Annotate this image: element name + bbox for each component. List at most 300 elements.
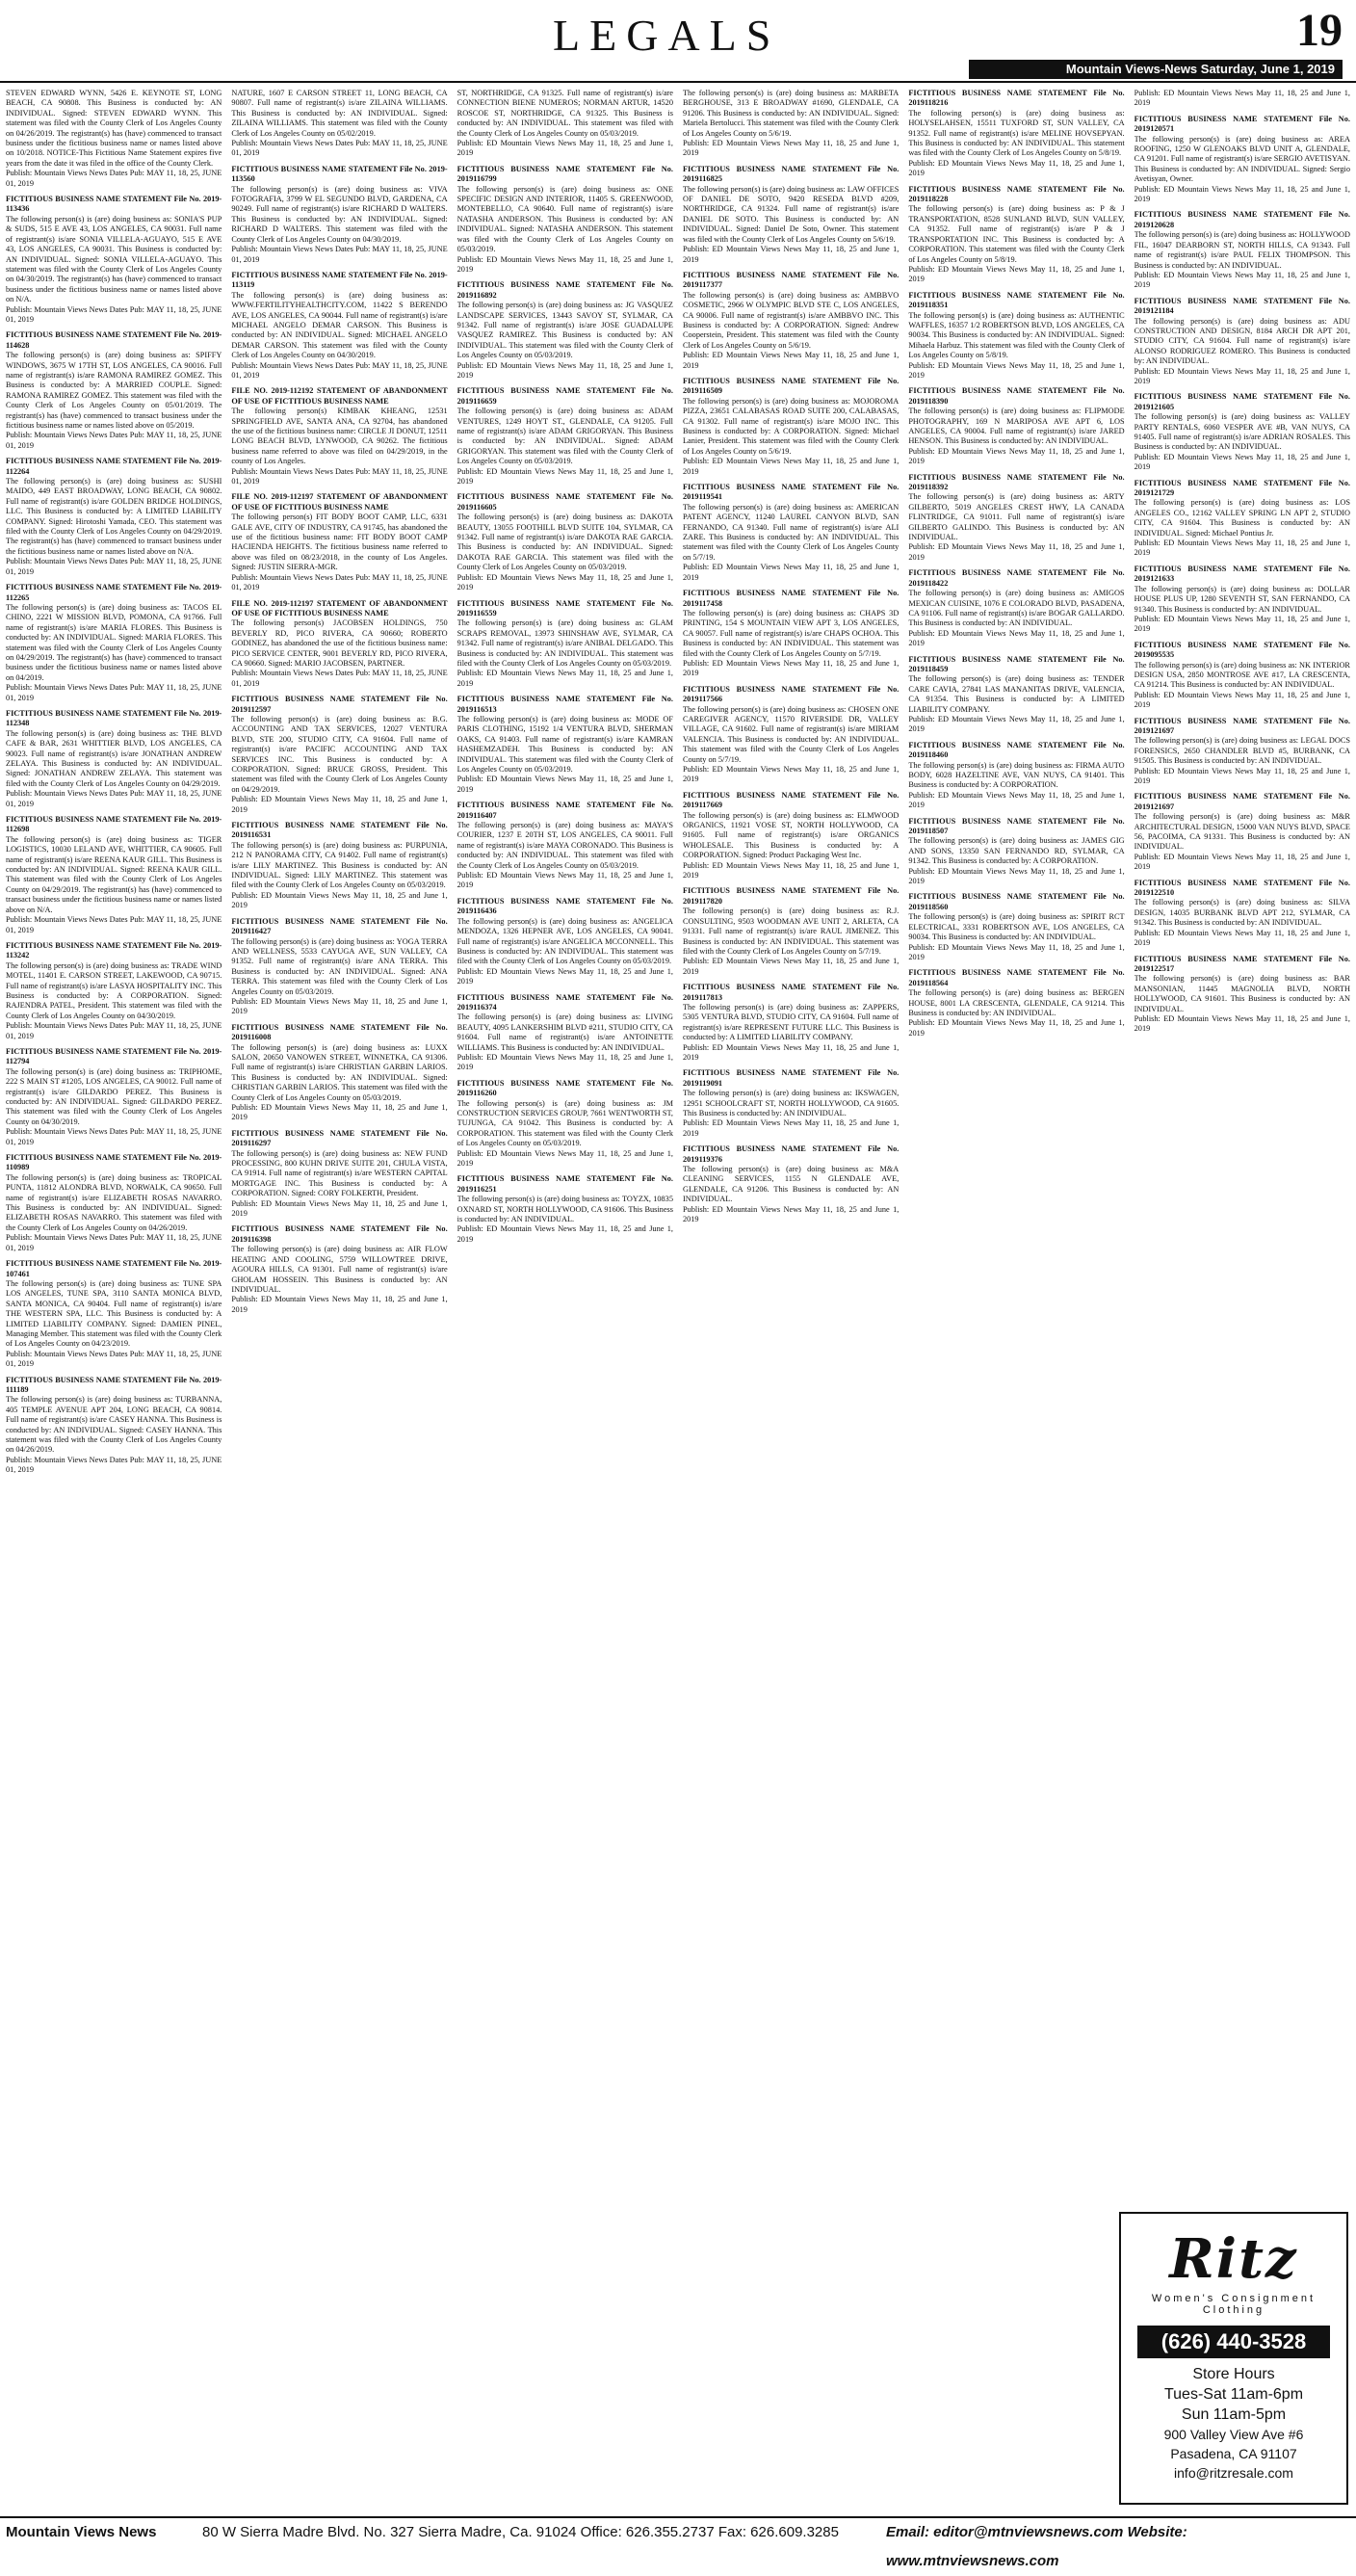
- notice-body: The following person(s) is (are) doing business as: SONIA'S PUP & SUDS, 515 E AVE 43, LOS ANGELES, CA 90031. Full name of registrant(s) is/are SONIA VILLELA-AGUAYO, 515 E AVE 43, LOS ANGELES, CA 90031. This Business is conducted by: AN INDIVIDUAL. Signed: SONIA VILLELA-AGUAYO. This statement was filed with the County Clerk of Los Angeles County on 04/30/2019. The registrant(s) has (have) commenced to transact business under the fictitious business name or names listed above on N/A.: [6, 214, 222, 304]
- notice-title: FICTITIOUS BUSINESS NAME STATEMENT File No. 2019116427: [231, 916, 448, 936]
- legal-notice: [457, 386, 673, 486]
- notice-title: FICTITIOUS BUSINESS NAME STATEMENT File No. 2019116605: [456, 492, 673, 512]
- legal-notice: [1134, 297, 1350, 387]
- notice-title: FICTITIOUS BUSINESS NAME STATEMENT File No. 2019-110989: [6, 1153, 222, 1172]
- notice-pub: Publish: ED Mountain Views News May 11, 18, 25 and June 1, 2019: [1134, 614, 1350, 634]
- notice-title: FICTITIOUS BUSINESS NAME STATEMENT File No. 2019-113119: [231, 270, 448, 290]
- notice-pub: Publish: ED Mountain Views News May 11, 18, 25 and June 1, 2019: [908, 866, 1125, 886]
- legal-notice: [908, 568, 1124, 648]
- ritz-consignment-advertisement: [1119, 2212, 1348, 2505]
- notice-title: FICTITIOUS BUSINESS NAME STATEMENT File No. 2019121633: [1134, 564, 1350, 584]
- legal-notice: [908, 892, 1124, 962]
- notice-pub: Publish: ED Mountain Views News May 11, 18, 25 and June 1, 2019: [908, 542, 1125, 562]
- ad-address-line-1: 900 Valley View Ave #6: [1163, 2427, 1304, 2442]
- notice-title: FICTITIOUS BUSINESS NAME STATEMENT File No. 2019119376: [682, 1144, 900, 1164]
- footer-contact[interactable]: Email: editor@mtnviewsnews.com Website: www.mtnviewsnews.com: [886, 2524, 1187, 2569]
- legal-notice: [231, 821, 447, 911]
- notice-title: FICTITIOUS BUSINESS NAME STATEMENT File No. 2019117820: [682, 886, 900, 906]
- notice-title: FICTITIOUS BUSINESS NAME STATEMENT File No. 2019116799: [456, 164, 673, 184]
- notice-pub: Publish: ED Mountain Views News May 11, 18, 25 and June 1, 2019: [908, 790, 1125, 810]
- notice-pub: Publish: Mountain Views News Dates Pub: MAY 11, 18, 25, JUNE 01, 2019: [6, 789, 222, 808]
- notice-title: FICTITIOUS BUSINESS NAME STATEMENT File No. 2019119541: [682, 483, 900, 502]
- notice-body: The following person(s) is (are) doing business as: LAW OFFICES OF DANIEL DE SOTO, 9420 RESEDA BLVD #209, NORTHRIDGE, CA 91324. Full name of registrant(s) is/are DANIEL DE SOTO. This Business is conducted by: AN INDIVIDUAL. Signed: Daniel De Soto, Owner. This statement was filed with the County Clerk of Los Angeles County on 5/6/19.: [682, 184, 900, 244]
- notice-title: FICTITIOUS BUSINESS NAME STATEMENT File No. 2019116374: [456, 992, 673, 1012]
- legal-notice: [683, 89, 899, 159]
- notice-body: The following person(s) is (are) doing business as: ADU CONSTRUCTION AND DESIGN, 8184 ARCH DR APT 201, STUDIO CITY, CA 91604. Full name of registrant(s) is/are ALONSO RODRIGUEZ ROMERO. This Business is conducted by: AN INDIVIDUAL.: [1134, 316, 1350, 366]
- notice-pub: Publish: ED Mountain Views News May 11, 18, 25 and June 1, 2019: [231, 1295, 448, 1314]
- notice-title: FICTITIOUS BUSINESS NAME STATEMENT File No. 2019112597: [231, 695, 448, 714]
- notice-body: The following person(s) is (are) doing business as: LUXX SALON, 20650 VANOWEN STREET, WINNETKA, CA 91306. Full name of registrant(s) is/are CHRISTIAN GARBIN LARIOS. This Business is conducted by: AN INDIVIDUAL. Signed: CHRISTIAN GARBIN LARIOS. This statement was filed with the County Clerk of Los Angeles County on 05/03/2019.: [231, 1042, 448, 1102]
- notice-body: The following person(s) is (are) doing business as: ZAPPERS, 5305 VENTURA BLVD, STUDIO CITY, CA 91604. Full name of registrant(s) is/are REPRESENT FUTURE LLC. This Business is conducted by: A LIMITED LIABILITY COMPANY.: [682, 1002, 900, 1042]
- column-4: [683, 89, 899, 2511]
- notice-body: The following person(s) is (are) doing business as: HOLYSELAHSEN, 15511 TUXFORD ST, SUN VALLEY, CA 91352. Full name of registrant(s) is/are MELINE HOVSEPYAN. This Business is conducted by: AN INDIVIDUAL. This statement was filed with the County Clerk of Los Angeles County on 5/8/19.: [908, 108, 1125, 158]
- notice-body: The following person(s) is (are) doing business as: MAYA'S COURIER, 1237 E 20TH ST, LOS ANGELES, CA 90011. Full name of registrant(s) is/are MAYA CORONADO. This Business is conducted by: AN INDIVIDUAL. This statement was filed with the County Clerk of Los Angeles County on 05/03/2019.: [456, 821, 673, 870]
- notice-title: FILE NO. 2019-112197 STATEMENT OF ABANDONMENT OF USE OF FICTITIOUS BUSINESS NAME: [231, 598, 448, 618]
- footer-publication: Mountain Views News: [6, 2524, 157, 2540]
- legal-notice: [231, 386, 447, 486]
- notice-body: The following person(s) is (are) doing business as: TENDER CARE CAVIA, 27841 LAS MANANITAS DRIVE, VALENCIA, CA 91354. This Business is conducted by: A LIMITED LIABILITY COMPANY.: [908, 674, 1125, 714]
- notice-title: FICTITIOUS BUSINESS NAME STATEMENT File No. 2019116509: [682, 376, 900, 396]
- notice-body: The following person(s) is (are) doing business as: FIRMA AUTO BODY, 6028 HAZELTINE AVE, VAN NUYS, CA 91401. This Business is conducted by: A CORPORATION.: [908, 760, 1125, 790]
- notice-body: The following person(s) is (are) doing business as: GLAM SCRAPS REMOVAL, 13973 SHINSHAW AVE, SYLMAR, CA 91342. Full name of registrant(s) is/are ANIBAL DELGADO. This Business is conducted by: AN INDIVIDUAL. This statement was filed with the County Clerk of Los Angeles County on 05/03/2019.: [456, 618, 673, 668]
- legal-notice: [6, 330, 222, 451]
- legal-notice: [683, 1068, 899, 1139]
- legal-notice: [683, 685, 899, 785]
- notice-body: The following person(s) is (are) doing business as: DAKOTA BEAUTY, 13055 FOOTHILL BLVD SUITE 104, SYLMAR, CA 91342. Full name of registrant(s) is/are DAKOTA RAE GARCIA. This Business is conducted by: AN INDIVIDUAL. Signed: DAKOTA RAE GARCIA. This statement was filed with the County Clerk of Los Angeles County on 05/03/2019.: [456, 513, 673, 572]
- legal-notice: [683, 483, 899, 583]
- notice-title: FICTITIOUS BUSINESS NAME STATEMENT File No. 2019-114628: [6, 330, 222, 350]
- notice-body: The following person(s) is (are) doing business as: DOLLAR HOUSE PLUS UP, 1280 SEVENTH ST, SAN FERNANDO, CA 91340. This Business is conducted by: AN INDIVIDUAL.: [1134, 584, 1350, 614]
- notice-body: The following person(s) is (are) doing business as: JG VASQUEZ LANDSCAPE SERVICES, 13443 SAVOY ST, SYLMAR, CA 91342. Full name of registrant(s) is/are JOSE GUADALUPE VASQUEZ RAMIREZ. This Business is conducted by: AN INDIVIDUAL. This statement was filed with the County Clerk of Los Angeles County on 05/03/2019.: [456, 301, 673, 360]
- notice-pub: Publish: Mountain Views News Dates Pub: MAY 11, 18, 25, JUNE 01, 2019: [6, 683, 222, 702]
- notice-pub: Publish: ED Mountain Views News May 11, 18, 25 and June 1, 2019: [682, 957, 900, 976]
- notice-body: The following person(s) is (are) doing business as: TUNE SPA LOS ANGELES, TUNE SPA, 3110 SANTA MONICA BLVD, SANTA MONICA, CA 90404. Full name of registrant(s) is/are THE WESTERN SPA, LLC. This Business is conducted by: A LIMITED LIABILITY COMPANY. Signed: DAMIEN PINEL, Managing Member. This statement was filed with the County Clerk of Los Angeles County on 04/23/2019.: [6, 1278, 222, 1349]
- notice-pub: Publish: ED Mountain Views News May 11, 18, 25 and June 1, 2019: [231, 890, 448, 910]
- notice-body: The following person(s) is (are) doing business as: IKSWAGEN, 12951 SCHOOLCRAFT ST, NORTH HOLLYWOOD, CA 91605. This Business is conducted by: AN INDIVIDUAL.: [682, 1089, 900, 1117]
- notice-pub: Publish: ED Mountain Views News May 11, 18, 25 and June 1, 2019: [456, 966, 673, 986]
- notice-body: The following person(s) is (are) doing business as: ELMWOOD ORGANICS, 11921 VOSE ST, NORTH HOLLYWOOD, CA 91605. Full name of registrant(s) is/are ORGANICS WHOLESALE. This Business is conducted by: A CORPORATION. Signed: Product Packaging West Inc.: [682, 810, 900, 860]
- notice-title: FICTITIOUS BUSINESS NAME STATEMENT File No. 2019-113242: [6, 940, 222, 960]
- notice-pub: Publish: ED Mountain Views News May 11, 18, 25 and June 1, 2019: [1134, 852, 1350, 872]
- legal-notice: [1134, 641, 1350, 711]
- notice-body: The following person(s) FIT BODY BOOT CAMP, LLC, 6331 GALE AVE, CITY OF INDUSTRY, CA 91745, has abandoned the use of the fictitious business name: FIT BODY BOOT CAMP HACIENDA HEIGHTS. The fictitious business name referred to above was filed on 08/23/2018, in the county of Los Angeles. Signed: JUSTIN SIERRA-MGR.: [231, 513, 448, 572]
- notice-pub: Publish: ED Mountain Views News May 11, 18, 25 and June 1, 2019: [1134, 452, 1350, 472]
- notice-pub: Publish: ED Mountain Views News May 11, 18, 25 and June 1, 2019: [456, 775, 673, 794]
- notice-body: The following person(s) is (are) doing business as: PURPUNIA, 212 N PANORAMA CITY, CA 91402. Full name of registrant(s) is/are LILY MARTINEZ. This Business is conducted by: AN INDIVIDUAL. Signed: LILY MARTINEZ. This statement was filed with the County Clerk of Los Angeles County on 05/03/2019.: [231, 840, 448, 890]
- legal-notices-columns: [6, 89, 1350, 2511]
- column-2: [231, 89, 447, 2511]
- notice-body: The following person(s) is (are) doing business as: ANGELICA MENDOZA, 1326 HEPNER AVE, LOS ANGELES, CA 90041. Full name of registrant(s) is/are ANGELICA MCCONNELL. This Business is conducted by: AN INDIVIDUAL. This statement was filed with the County Clerk of Los Angeles County on 05/03/2019.: [456, 916, 673, 966]
- notice-pub: Publish: ED Mountain Views News May 11, 18, 25 and June 1, 2019: [456, 1148, 673, 1169]
- legal-notice: [1134, 879, 1350, 949]
- legal-notice: [683, 983, 899, 1063]
- notice-title: FICTITIOUS BUSINESS NAME STATEMENT File No. 2019121184: [1134, 296, 1350, 316]
- notice-body: The following person(s) is (are) doing business as: JM CONSTRUCTION SERVICES GROUP, 7661 WENTWORTH ST, TUJUNGA, CA 91042. This Business is conducted by: A CORPORATION. This statement was filed with the County Clerk of Los Angeles County on 05/03/2019.: [456, 1098, 673, 1148]
- notice-title: FICTITIOUS BUSINESS NAME STATEMENT File No. 2019116559: [456, 598, 673, 618]
- page-footer: [0, 2516, 1356, 2569]
- notice-body: The following person(s) is (are) doing business as: YOGA TERRA AND WELLNESS, 5533 CAYUGA AVE, SUN VALLEY, CA 91352. Full name of registrant(s) is/are ANA TERRA. This Business is conducted by: AN INDIVIDUAL. Signed: ANA TERRA. This statement was filed with the County Clerk of Los Angeles County on 05/03/2019.: [231, 936, 448, 996]
- notice-pub: Publish: Mountain Views News Dates Pub: MAY 11, 18, 25, JUNE 01, 2019: [6, 1021, 222, 1040]
- notice-body: The following person(s) is (are) doing business as: JAMES GIG AND SONS, 13350 SAN FERNANDO RD, SYLMAR, CA 91342. This Business is conducted by: A CORPORATION.: [908, 836, 1125, 866]
- notice-body: The following person(s) is (are) doing business as: TOYZX, 10835 OXNARD ST, NORTH HOLLYWOOD, CA 91606. This Business is conducted by: AN INDIVIDUAL.: [456, 1195, 673, 1224]
- notice-body: The following person(s) is (are) doing business as: MODE OF PARIS CLOTHING, 15192 1/4 VENTURA BLVD, SHERMAN OAKS, CA 91403. Full name of registrant(s) is/are KAMRAN HASHEMZADEH. This Business is conducted by: AN INDIVIDUAL. This statement was filed with the County Clerk of Los Angeles County on 05/03/2019.: [456, 714, 673, 774]
- notice-pub: Publish: ED Mountain Views News May 11, 18, 25 and June 1, 2019: [908, 714, 1125, 734]
- notice-pub: Publish: Mountain Views News Dates Pub: MAY 11, 18, 25, JUNE 01, 2019: [6, 1349, 222, 1369]
- notice-body: The following person(s) is (are) doing business as: VALLEY PARTY RENTALS, 6060 VESPER AVE #B, VAN NUYS, CA 91405. Full name of registrant(s) is/are ADRIAN ROSALES. This Business is conducted by: AN INDIVIDUAL.: [1134, 412, 1350, 452]
- notice-pub: Publish: ED Mountain Views News May 11, 18, 25 and June 1, 2019: [456, 139, 673, 158]
- notice-title: FILE NO. 2019-112192 STATEMENT OF ABANDONMENT OF USE OF FICTITIOUS BUSINESS NAME: [231, 386, 448, 406]
- notice-body: The following person(s) is (are) doing business as: AMIGOS MEXICAN CUISINE, 1076 E COLORADO BLVD, PASADENA, CA 91106. Full name of registrant(s) is/are BOGAR GALLARDO. This Business is conducted by: AN INDIVIDUAL.: [908, 589, 1125, 628]
- dateline-banner: Mountain Views-News Saturday, June 1, 2019: [969, 60, 1343, 79]
- ad-hours-label: Store Hours: [1192, 2366, 1275, 2382]
- notice-pub: Publish: ED Mountain Views News May 11, 18, 25 and June 1, 2019: [231, 1103, 448, 1122]
- notice-pub: Publish: Mountain Views News Dates Pub: MAY 11, 18, 25, JUNE 01, 2019: [6, 1233, 222, 1252]
- notice-title: FICTITIOUS BUSINESS NAME STATEMENT File No. 2019118460: [908, 740, 1125, 760]
- notice-title: FICTITIOUS BUSINESS NAME STATEMENT File No. 2019116892: [456, 280, 673, 300]
- notice-body: The following person(s) is (are) doing business as: CHAPS 3D PRINTING, 154 S MOUNTAIN VIEW APT 3, LOS ANGELES, CA 90057. Full name of registrant(s) is/are CHAPS OCHOA. This Business is conducted by: AN INDIVIDUAL. This statement was filed with the County Clerk of Los Angeles County on 5/7/19.: [682, 608, 900, 658]
- legal-notice: [908, 291, 1124, 381]
- notice-title: FICTITIOUS BUSINESS NAME STATEMENT File No. 2019118351: [908, 290, 1125, 310]
- notice-pub: Publish: ED Mountain Views News May 11, 18, 25 and June 1, 2019: [1134, 928, 1350, 948]
- notice-pub: Publish: ED Mountain Views News May 11, 18, 25 and June 1, 2019: [456, 466, 673, 486]
- notice-pub: Publish: ED Mountain Views News May 11, 18, 25 and June 1, 2019: [456, 254, 673, 274]
- notice-pub: Publish: ED Mountain Views News May 11, 18, 25 and June 1, 2019: [682, 245, 900, 264]
- notice-body: The following person(s) is (are) doing business as: SILVA DESIGN, 14035 BURBANK BLVD APT 212, SYLMAR, CA 91342. This Business is conducted by: AN INDIVIDUAL.: [1134, 898, 1350, 928]
- notice-body: The following person(s) is (are) doing business as: LEGAL DOCS FORENSICS, 2650 CHANDLER BLVD #5, BURBANK, CA 91505. This Business is conducted by: AN INDIVIDUAL.: [1134, 736, 1350, 766]
- notice-body: The following person(s) is (are) doing business as: ADAM VENTURES, 1249 HOYT ST., GLENDALE, CA 91205. Full name of registrant(s) is/are ADAM GRIGORYAN. This Business is conducted by: AN INDIVIDUAL. Signed: ADAM GRIGORYAN. This statement was filed with the County Clerk of Los Angeles County on 05/03/2019.: [456, 407, 673, 466]
- notice-title: FICTITIOUS BUSINESS NAME STATEMENT File No. 2019116513: [456, 695, 673, 714]
- notice-pub: Publish: Mountain Views News Dates Pub: MAY 11, 18, 25, JUNE 01, 2019: [6, 915, 222, 934]
- notice-pub: Publish: Mountain Views News Dates Pub: MAY 11, 18, 25, JUNE 01, 2019: [6, 304, 222, 324]
- legal-notice: [6, 815, 222, 935]
- notice-body: The following person(s) is (are) doing business as: LOS ANGELES CO., 12162 VALLEY SPRING LN APT 2, STUDIO CITY, CA 91604. This Business is conducted by: AN INDIVIDUAL. Signed: Michael Pontius Jr.: [1134, 498, 1350, 538]
- legal-notice: [6, 1153, 222, 1253]
- legal-notice: [1134, 115, 1350, 205]
- legal-notice: [6, 457, 222, 577]
- notice-title: FICTITIOUS BUSINESS NAME STATEMENT File No. 2019121697: [1134, 716, 1350, 735]
- notice-pub: Publish: Mountain Views News Dates Pub: MAY 11, 18, 25, JUNE 01, 2019: [231, 139, 448, 158]
- legal-notice: [6, 89, 222, 189]
- notice-title: FICTITIOUS BUSINESS NAME STATEMENT File No. 2019117566: [682, 684, 900, 704]
- notice-title: FICTITIOUS BUSINESS NAME STATEMENT File No. 2019-112264: [6, 457, 222, 476]
- notice-title: FICTITIOUS BUSINESS NAME STATEMENT File No. 2019-112265: [6, 583, 222, 602]
- notice-body: The following person(s) is (are) doing business as: TIGER LOGISTICS, 10030 LELAND AVE, WHITTIER, CA 90605. Full name of registrant(s) is/are REENA KAUR GILL. This Business is conducted by: AN INDIVIDUAL. Signed: REENA KAUR GILL. This statement was filed with the County Clerk of Los Angeles County on 04/29/2019. The registrant(s) has (have) commenced to transact business under the fictitious business name or names listed above on N/A.: [6, 834, 222, 914]
- legal-notice: [231, 917, 447, 1017]
- legal-notice: [457, 280, 673, 381]
- notice-pub: Publish: ED Mountain Views News May 11, 18, 25 and June 1, 2019: [231, 996, 448, 1016]
- legal-notice: [683, 886, 899, 977]
- column-6: [1134, 89, 1350, 2511]
- notice-title: FICTITIOUS BUSINESS NAME STATEMENT File No. 2019116398: [231, 1224, 448, 1244]
- notice-body: NATURE, 1607 E CARSON STREET 11, LONG BEACH, CA 90807. Full name of registrant(s) is/are ZILAINA WILLIAMS. This Business is conducted by: AN INDIVIDUAL. Signed: ZILAINA WILLIAMS. This statement was filed with the County Clerk of Los Angeles County on 05/02/2019.: [231, 89, 448, 138]
- notice-body: The following person(s) is (are) doing business as: WWW.FERTILITYHEALTHCITY.COM, 11422 S BERENDO AVE, LOS ANGELES, CA 90044. Full name of registrant(s) is/are MICHAEL ANGELO DEMAR CARSON. This Business is conducted by: AN INDIVIDUAL. Signed: MICHAEL ANGELO DEMAR CARSON. This statement was filed with the County Clerk of Los Angeles County on 04/30/2019.: [231, 290, 448, 360]
- notice-body: The following person(s) is (are) doing business as: CHOSEN ONE CAREGIVER AGENCY, 11570 RIVERSIDE DR, VALLEY VILLAGE, CA 91602. Full name of registrant(s) is/are MIRIAM VALENCIA. This Business is conducted by: AN INDIVIDUAL. This statement was filed with the County Clerk of Los Angeles County on 5/7/19.: [682, 704, 900, 764]
- notice-pub: Publish: ED Mountain Views News May 11, 18, 25 and June 1, 2019: [682, 1204, 900, 1224]
- notice-pub: Publish: ED Mountain Views News May 11, 18, 25 and June 1, 2019: [682, 563, 900, 582]
- legal-notice: [6, 1259, 222, 1369]
- notice-title: FICTITIOUS BUSINESS NAME STATEMENT File No. 2019118392: [908, 472, 1125, 492]
- notice-title: FICTITIOUS BUSINESS NAME STATEMENT File No. 2019118560: [908, 892, 1125, 911]
- notice-title: FICTITIOUS BUSINESS NAME STATEMENT File No. 2019120628: [1134, 210, 1350, 229]
- legal-notice: [1134, 565, 1350, 635]
- ad-phone: (626) 440-3528: [1137, 2326, 1330, 2358]
- legal-notice: [908, 741, 1124, 811]
- notice-body: The following person(s) is (are) doing business as: TROPICAL PUNTA, 11812 ALONDRA BLVD, NORWALK, CA 90650. Full name of registrant(s) is/are ELIZABETH ROSAS NAVARRO. This Business is conducted by: AN INDIVIDUAL. Signed: ELIZABETH ROSAS NAVARRO. This statement was filed with the County Clerk of Los Angeles County on 04/26/2019.: [6, 1172, 222, 1232]
- legal-notice: [231, 599, 447, 690]
- legal-notice: [6, 941, 222, 1041]
- notice-title: FICTITIOUS BUSINESS NAME STATEMENT File No. 2019122517: [1134, 954, 1350, 973]
- notice-body: The following person(s) is (are) doing business as: LIVING BEAUTY, 4095 LANKERSHIM BLVD #211, STUDIO CITY, CA 91604. Full name of registrant(s) is/are ANTOINETTE WILLIAMS. This Business is conducted by: AN INDIVIDUAL.: [456, 1012, 673, 1052]
- notice-body: The following person(s) is (are) doing business as: AREA ROOFING, 1250 W GLENOAKS BLVD UNIT A, GLENDALE, CA 91201. Full name of registrant(s) is/are SERGIO AVETISYAN. This Business is conducted by: AN INDIVIDUAL. Signed: Sergio Avetisyan, Owner.: [1134, 134, 1350, 184]
- legal-notice: [683, 791, 899, 881]
- notice-body: The following person(s) is (are) doing business as: SUSHI MAIDO, 449 EAST BROADWAY, LONG BEACH, CA 90802. Full name of registrant(s) is/are GOLDEN BRIDGE HOLDINGS, LLC. This Business is conducted by: A LIMITED LIABILITY COMPANY. Signed: Hirotoshi Yamada, CEO. This statement was filed with the County Clerk of Los Angeles County on 04/29/2019. The registrant(s) has (have) commenced to transact business under the fictitious business name or names listed above on N/A.: [6, 477, 222, 556]
- legal-notice: [457, 165, 673, 275]
- legal-notice: [908, 185, 1124, 285]
- legal-notice: [231, 165, 447, 265]
- notice-body: The following person(s) is (are) doing business as: M&A CLEANING SERVICES, 1155 N GLENDALE AVE, GLENDALE, CA 91206. This Business is conducted by: AN INDIVIDUAL.: [682, 1165, 900, 1204]
- notice-title: FICTITIOUS BUSINESS NAME STATEMENT File No. 2019116251: [456, 1174, 673, 1194]
- legal-notice: [231, 1129, 447, 1220]
- notice-title: FICTITIOUS BUSINESS NAME STATEMENT File No. 2019116436: [456, 896, 673, 916]
- legal-notice: [908, 473, 1124, 564]
- notice-body: STEVEN EDWARD WYNN, 5426 E. KEYNOTE ST, LONG BEACH, CA 90808. This Business is conducted by: AN INDIVIDUAL. Signed: STEVEN EDWARD WYNN. This statement was filed with the County Clerk of Los Angeles County on 04/26/2019. The registrant(s) has (have) commenced to transact business under the fictitious business name or names listed above on 10/2018. NOTICE-This Fictitious Name Statement expires five years from the date it was filed in the office of the County Clerk.: [6, 89, 222, 168]
- notice-title: FICTITIOUS BUSINESS NAME STATEMENT File No. 2019119091: [682, 1068, 900, 1088]
- notice-title: FICTITIOUS BUSINESS NAME STATEMENT File No. 2019116008: [231, 1022, 448, 1042]
- notice-body: The following person(s) is (are) doing business as: AIR FLOW HEATING AND COOLING, 5759 WILLOWTREE DRIVE, AGOURA HILLS, CA 91301. Full name of registrant(s) is/are GHOLAM HOSSEIN. This Business is conducted by: AN INDIVIDUAL.: [231, 1245, 448, 1294]
- notice-pub: Publish: ED Mountain Views News May 11, 18, 25 and June 1, 2019: [1134, 366, 1350, 385]
- legal-notice: [231, 271, 447, 381]
- notice-pub: Publish: ED Mountain Views News May 11, 18, 25 and June 1, 2019: [1134, 766, 1350, 785]
- legal-notice: [1134, 792, 1350, 872]
- notice-title: FICTITIOUS BUSINESS NAME STATEMENT File No. 2019118216: [908, 89, 1125, 108]
- notice-title: FICTITIOUS BUSINESS NAME STATEMENT File No. 2019116297: [231, 1128, 448, 1148]
- notice-body: The following person(s) is (are) doing business as: MARBETA BERGHOUSE, 313 E BROADWAY #1690, GLENDALE, CA 91206. This Business is conducted by: AN INDIVIDUAL. Signed: Mariela Bertolucci. This statement was filed with the County Clerk of Los Angeles County on 5/6/19.: [682, 89, 900, 138]
- notice-pub: Publish: Mountain Views News Dates Pub: MAY 11, 18, 25, JUNE 01, 2019: [6, 431, 222, 450]
- notice-title: FICTITIOUS BUSINESS NAME STATEMENT File No. 2019116407: [456, 801, 673, 820]
- notice-body: The following person(s) is (are) doing business as: NK INTERIOR DESIGN USA, 2850 MONTROSE AVE #17, LA CRESCENTA, CA 91214. This Business is conducted by: AN INDIVIDUAL.: [1134, 660, 1350, 690]
- notice-pub: Publish: ED Mountain Views News May 11, 18, 25 and June 1, 2019: [908, 628, 1125, 648]
- notice-title: FICTITIOUS BUSINESS NAME STATEMENT File No. 2019-113436: [6, 195, 222, 214]
- notice-title: FICTITIOUS BUSINESS NAME STATEMENT File No. 2019121697: [1134, 792, 1350, 811]
- page-number: 19: [1296, 5, 1343, 56]
- notice-pub: Publish: ED Mountain Views News May 11, 18, 25 and June 1, 2019: [456, 360, 673, 380]
- notice-pub: Publish: Mountain Views News Dates Pub: MAY 11, 18, 25, JUNE 01, 2019: [231, 466, 448, 486]
- notice-pub: Publish: Mountain Views News Dates Pub: MAY 11, 18, 25, JUNE 01, 2019: [231, 245, 448, 264]
- footer-address: 80 W Sierra Madre Blvd. No. 327 Sierra Madre, Ca. 91024 Office: 626.355.2737 Fax: 626.609.3285: [202, 2524, 839, 2540]
- legal-notice: [908, 386, 1124, 466]
- notice-pub: Publish: Mountain Views News Dates Pub: MAY 11, 18, 25, JUNE 01, 2019: [6, 1455, 222, 1475]
- notice-body: The following person(s) is (are) doing business as: ARTY GILBERTO, 5019 ANGELES CREST HWY, LA CANADA FLINTRIDGE, CA 91011. Full name of registrant(s) is/are GILBERTO GALINDO. This Business is conducted by: AN INDIVIDUAL.: [908, 492, 1125, 542]
- legal-notice: [1134, 479, 1350, 559]
- notice-pub: Publish: ED Mountain Views News May 11, 18, 25 and June 1, 2019: [1134, 270, 1350, 290]
- notice-pub: Publish: ED Mountain Views News May 11, 18, 25 and June 1, 2019: [231, 795, 448, 814]
- notice-body: The following person(s) is (are) doing business as: VIVA FOTOGRAFIA, 3799 W EL SEGUNDO BLVD, GARDENA, CA 90249. Full name of registrant(s) is/are RICHARD D WALTERS. This Business is conducted by: AN INDIVIDUAL. Signed: RICHARD D WALTERS. This statement was filed with the County Clerk of Los Angeles County on 04/30/2019.: [231, 184, 448, 244]
- notice-title: FICTITIOUS BUSINESS NAME STATEMENT File No. 2019-112698: [6, 815, 222, 834]
- notice-pub: Publish: ED Mountain Views News May 11, 18, 25 and June 1, 2019: [682, 1118, 900, 1138]
- legal-notice: [1134, 955, 1350, 1035]
- legal-notice: [457, 599, 673, 690]
- notice-pub: Publish: ED Mountain Views News May 11, 18, 25 and June 1, 2019: [908, 1018, 1125, 1038]
- notice-pub: Publish: ED Mountain Views News May 11, 18, 25 and June 1, 2019: [1134, 690, 1350, 710]
- ad-hours-sunday: Sun 11am-5pm: [1181, 2406, 1287, 2423]
- notice-pub: Publish: Mountain Views News Dates Pub: MAY 11, 18, 25, JUNE 01, 2019: [231, 669, 448, 688]
- notice-body: The following person(s) is (are) doing business as: HOLLYWOOD FIL, 16047 DEARBORN ST, NORTH HILLS, CA 91343. Full name of registrant(s) is/are PAUL FELIX THOMPSON. This Business is conducted by: AN INDIVIDUAL.: [1134, 230, 1350, 270]
- notice-body: The following person(s) is (are) doing business as: M&R ARCHITECTURAL DESIGN, 15000 VAN NUYS BLVD, SPACE 56, PACOIMA, CA 91331. This Business is conducted by: AN INDIVIDUAL.: [1134, 812, 1350, 852]
- ad-logo: Ritz: [1169, 2227, 1298, 2291]
- legal-notice: [457, 89, 673, 159]
- notice-title: FICTITIOUS BUSINESS NAME STATEMENT File No. 2019095535: [1134, 640, 1350, 660]
- legal-notice: [1134, 210, 1350, 290]
- notice-body: Publish: ED Mountain Views News May 11, 18, 25 and June 1, 2019: [1134, 89, 1350, 108]
- notice-body: The following person(s) KIMBAK KHEANG, 12531 SPRINGFIELD AVE, SANTA ANA, CA 92704, has abandoned the use of the fictitious business name: CIRCLE JI DONUT, 12511 LONG BEACH BLVD, LYNWOOD, CA 90262. The fictitious business name referred to above was filed on 04/29/2019, in the county of Los Angeles.: [231, 407, 448, 466]
- notice-body: The following person(s) is (are) doing business as: TACOS EL CHINO, 2221 W MISSION BLVD, POMONA, CA 91766. Full name of registrant(s) is/are MARIA FLORES. This Business is conducted by: AN INDIVIDUAL. Signed: MARIA FLORES. This statement was filed with the County Clerk of Los Angeles County on 04/29/2019. The registrant(s) has (have) commenced to transact business under the fictitious business name or names listed above on 04/2019.: [6, 602, 222, 682]
- notice-title: FICTITIOUS BUSINESS NAME STATEMENT File No. 2019117669: [682, 790, 900, 810]
- notice-body: The following person(s) is (are) doing business as: ONE SPECIFIC DESIGN AND INTERIOR, 11405 S. GREENWOOD, MONTEBELLO, CA 90640. Full name of registrant(s) is/are NATASHA ANDERSON. This Business is conducted by: AN INDIVIDUAL. Signed: NATASHA ANDERSON. This statement was filed with the County Clerk of Los Angeles County on 05/03/2019.: [456, 184, 673, 254]
- notice-body: The following person(s) is (are) doing business as: MOJOROMA PIZZA, 23651 CALABASAS ROAD SUITE 200, CALABASAS, CA 91302. Full name of registrant(s) is/are MOJO INC. This Business is conducted by: A CORPORATION. Signed: Michael Lanier, President. This statement was filed with the County Clerk of Los Angeles County on 5/6/19.: [682, 396, 900, 456]
- notice-body: The following person(s) is (are) doing business as: TRIPHOME, 222 S MAIN ST #1205, LOS ANGELES, CA 90012. Full name of registrant(s) is/are GILDARDO PEREZ. This Business is conducted by: AN INDIVIDUAL. Signed: GILDARDO PEREZ. This statement was filed with the County Clerk of Los Angeles County on 04/30/2019.: [6, 1066, 222, 1126]
- legal-notice: [6, 1376, 222, 1476]
- notice-title: FICTITIOUS BUSINESS NAME STATEMENT File No. 2019117458: [682, 589, 900, 608]
- legal-notice: [6, 709, 222, 809]
- notice-pub: Publish: ED Mountain Views News May 11, 18, 25 and June 1, 2019: [908, 264, 1125, 284]
- column-5: [908, 89, 1124, 2511]
- legal-notice: [6, 195, 222, 325]
- notice-pub: Publish: ED Mountain Views News May 11, 18, 25 and June 1, 2019: [682, 139, 900, 158]
- legal-notice: [683, 589, 899, 679]
- legal-notice: [231, 695, 447, 815]
- legal-notice: [231, 492, 447, 592]
- notice-pub: Publish: ED Mountain Views News May 11, 18, 25 and June 1, 2019: [1134, 539, 1350, 558]
- legal-notice: [231, 1023, 447, 1123]
- notice-pub: Publish: ED Mountain Views News May 11, 18, 25 and June 1, 2019: [456, 669, 673, 688]
- notice-title: FICTITIOUS BUSINESS NAME STATEMENT File No. 2019118507: [908, 816, 1125, 836]
- notice-body: The following person(s) is (are) doing business as: R.J. CONSULTING, 9503 WOODMAN AVE UNIT 2, ARLETA, CA 91331. Full name of registrant(s) is/are RAUL JIMENEZ. This Business is conducted by: AN INDIVIDUAL. This statement was filed with the County Clerk of Los Angeles County on 5/7/19.: [682, 907, 900, 956]
- page-header: [0, 0, 1356, 76]
- notice-pub: Publish: ED Mountain Views News May 11, 18, 25 and June 1, 2019: [1134, 184, 1350, 204]
- legal-notice: [231, 1224, 447, 1315]
- notice-body: The following person(s) is (are) doing business as: AUTHENTIC WAFFLES, 16357 1/2 ROBERTSON BLVD, LOS ANGELES, CA 90034. This Business is conducted by: AN INDIVIDUAL. Signed: Mihaela Harbuz. This statement was filed with the County Clerk of Los Angeles County on 5/8/19.: [908, 310, 1125, 360]
- legal-notice: [683, 377, 899, 477]
- notice-pub: Publish: ED Mountain Views News May 11, 18, 25 and June 1, 2019: [456, 1224, 673, 1244]
- notice-pub: Publish: ED Mountain Views News May 11, 18, 25 and June 1, 2019: [908, 360, 1125, 380]
- notice-title: FICTITIOUS BUSINESS NAME STATEMENT File No. 2019-112348: [6, 708, 222, 728]
- notice-pub: Publish: ED Mountain Views News May 11, 18, 25 and June 1, 2019: [682, 351, 900, 370]
- notice-body: The following person(s) is (are) doing business as: TURBANNA, 405 TEMPLE AVENUE APT 204, LONG BEACH, CA 90814. Full name of registrant(s) is/are CASEY HANNA. This Business is conducted by: AN INDIVIDUAL. Signed: CASEY HANNA. This statement was filed with the County Clerk of Los Angeles County on 04/26/2019.: [6, 1395, 222, 1455]
- notice-title: FICTITIOUS BUSINESS NAME STATEMENT File No. 2019121605: [1134, 392, 1350, 411]
- notice-title: FICTITIOUS BUSINESS NAME STATEMENT File No. 2019117377: [682, 270, 900, 290]
- notice-title: FICTITIOUS BUSINESS NAME STATEMENT File No. 2019-107461: [6, 1259, 222, 1278]
- legal-notice: [908, 89, 1124, 179]
- notice-title: FICTITIOUS BUSINESS NAME STATEMENT File No. 2019-111189: [6, 1375, 222, 1394]
- legal-notice: [6, 1047, 222, 1147]
- notice-pub: Publish: ED Mountain Views News May 11, 18, 25 and June 1, 2019: [231, 1198, 448, 1219]
- notice-pub: Publish: ED Mountain Views News May 11, 18, 25 and June 1, 2019: [908, 942, 1125, 961]
- notice-pub: Publish: Mountain Views News Dates Pub: MAY 11, 18, 25, JUNE 01, 2019: [6, 169, 222, 188]
- legal-notice: [908, 655, 1124, 735]
- notice-title: FICTITIOUS BUSINESS NAME STATEMENT File No. 2019118390: [908, 386, 1125, 406]
- notice-title: FICTITIOUS BUSINESS NAME STATEMENT File No. 2019120571: [1134, 114, 1350, 134]
- notice-title: FILE NO. 2019-112197 STATEMENT OF ABANDONMENT OF USE OF FICTITIOUS BUSINESS NAME: [231, 492, 448, 512]
- legal-notice: [683, 165, 899, 265]
- notice-title: FICTITIOUS BUSINESS NAME STATEMENT File No. 2019116659: [456, 386, 673, 406]
- legal-notice: [457, 1174, 673, 1245]
- notice-pub: Publish: ED Mountain Views News May 11, 18, 25 and June 1, 2019: [908, 158, 1125, 178]
- legal-notice: [683, 1144, 899, 1224]
- notice-body: The following person(s) is (are) doing business as: SPIRIT RCT ELECTRICAL, 3331 ROBERTSON AVE, LOS ANGELES, CA 90034. This Business is conducted by: AN INDIVIDUAL.: [908, 912, 1125, 942]
- notice-title: FICTITIOUS BUSINESS NAME STATEMENT File No. 2019118422: [908, 568, 1125, 588]
- notice-body: The following person(s) is (are) doing business as: SPIFFY WINDOWS, 3675 W 17TH ST, LOS ANGELES, CA 90016. Full name of registrant(s) is/are RAMONA RAMIREZ GOMEZ. This Business is conducted by: A MARRIED COUPLE. Signed: RAMONA RAMIREZ GOMEZ. This statement was filed with the County Clerk of Los Angeles County on 05/01/2019. The registrant(s) has (have) commenced to transact business under the fictitious business name or names listed above on 05/2019.: [6, 351, 222, 430]
- notice-pub: Publish: Mountain Views News Dates Pub: MAY 11, 18, 25, JUNE 01, 2019: [231, 572, 448, 592]
- notice-title: FICTITIOUS BUSINESS NAME STATEMENT File No. 2019-112794: [6, 1046, 222, 1066]
- notice-title: FICTITIOUS BUSINESS NAME STATEMENT File No. 2019116260: [456, 1078, 673, 1098]
- notice-pub: Publish: Mountain Views News Dates Pub: MAY 11, 18, 25, JUNE 01, 2019: [6, 1127, 222, 1146]
- legal-notice: [6, 583, 222, 703]
- legal-notice: [457, 801, 673, 891]
- notice-pub: Publish: ED Mountain Views News May 11, 18, 25 and June 1, 2019: [456, 572, 673, 592]
- notice-body: ST, NORTHRIDGE, CA 91325. Full name of registrant(s) is/are CONNECTION BIENE NUMEROS; NORMAN ARTUR, 14520 ROSCOE ST, NORTHRIDGE, CA 91325. This Business is conducted by: AN INDIVIDUAL. This statement was filed with the County Clerk of Los Angeles County on 05/03/2019.: [456, 89, 673, 138]
- notice-title: FICTITIOUS BUSINESS NAME STATEMENT File No. 2019117813: [682, 983, 900, 1002]
- notice-pub: Publish: ED Mountain Views News May 11, 18, 25 and June 1, 2019: [682, 860, 900, 881]
- ad-email-link[interactable]: info@ritzresale.com: [1174, 2465, 1293, 2481]
- ad-address-line-2: Pasadena, CA 91107: [1170, 2446, 1297, 2461]
- legal-notice: [231, 89, 447, 159]
- notice-title: FICTITIOUS BUSINESS NAME STATEMENT File No. 2019118459: [908, 654, 1125, 673]
- legal-notice: [457, 1079, 673, 1170]
- legal-notice: [1134, 392, 1350, 472]
- notice-title: FICTITIOUS BUSINESS NAME STATEMENT File No. 2019116531: [231, 821, 448, 840]
- notice-body: The following person(s) is (are) doing business as: AMERICAN PATENT AGENCY, 11240 LAUREL CANYON BLVD, SAN FERNANDO, CA 91340. Full name of registrant(s) is/are ALI ZARE. This Business is conducted by: AN INDIVIDUAL. This statement was filed with the County Clerk of Los Angeles County on 5/7/19.: [682, 502, 900, 562]
- legal-notice: [908, 968, 1124, 1038]
- column-3: [457, 89, 673, 2511]
- notice-pub: Publish: Mountain Views News Dates Pub: MAY 11, 18, 25, JUNE 01, 2019: [6, 557, 222, 576]
- notice-pub: Publish: ED Mountain Views News May 11, 18, 25 and June 1, 2019: [682, 658, 900, 678]
- notice-body: The following person(s) is (are) doing business as: BERGEN HOUSE, 8001 LA CRESCENTA, GLENDALE, CA 91214. This Business is conducted by: AN INDIVIDUAL.: [908, 988, 1125, 1017]
- legal-notice: [457, 897, 673, 987]
- legal-notice: [1134, 717, 1350, 787]
- notice-pub: Publish: ED Mountain Views News May 11, 18, 25 and June 1, 2019: [682, 1042, 900, 1062]
- column-1: [6, 89, 222, 2511]
- notice-title: FICTITIOUS BUSINESS NAME STATEMENT File No. 2019118228: [908, 184, 1125, 204]
- notice-title: FICTITIOUS BUSINESS NAME STATEMENT File No. 2019122510: [1134, 878, 1350, 898]
- ad-hours-weekday: Tues-Sat 11am-6pm: [1163, 2386, 1304, 2403]
- notice-body: The following person(s) is (are) doing business as: THE BLVD CAFE & BAR, 2631 WHITTIER BLVD, LOS ANGELES, CA 90023. Full name of registrant(s) is/are JONATHAN ANDREW ZELAYA. This Business is conducted by: AN INDIVIDUAL. Signed: JONATHAN ANDREW ZELAYA. This statement was filed with the County Clerk of Los Angeles County on 04/29/2019.: [6, 728, 222, 788]
- legal-notice: [457, 695, 673, 795]
- legal-notice: [908, 817, 1124, 887]
- notice-title: FICTITIOUS BUSINESS NAME STATEMENT File No. 2019118564: [908, 968, 1125, 987]
- notice-title: FICTITIOUS BUSINESS NAME STATEMENT File No. 2019116825: [682, 164, 900, 184]
- notice-title: FICTITIOUS BUSINESS NAME STATEMENT File No. 2019-113560: [231, 164, 448, 184]
- ad-tagline: Women's Consignment Clothing: [1151, 2293, 1317, 2316]
- notice-pub: Publish: Mountain Views News Dates Pub: MAY 11, 18, 25, JUNE 01, 2019: [231, 360, 448, 380]
- notice-pub: Publish: ED Mountain Views News May 11, 18, 25 and June 1, 2019: [1134, 1013, 1350, 1034]
- legal-notice: [457, 993, 673, 1073]
- notice-body: The following person(s) is (are) doing business as: BAR MANSONIAN, 11445 MAGNOLIA BLVD, NORTH HOLLYWOOD, CA 91601. This Business is conducted by: AN INDIVIDUAL.: [1134, 974, 1350, 1013]
- notice-body: The following person(s) is (are) doing business as: NEW FUND PROCESSING, 800 KUHN DRIVE SUITE 201, CHULA VISTA, CA 91914. Full name of registrant(s) is/are WESTERN CAPITAL MORTGAGE INC. This Business is conducted by: A CORPORATION. Signed: CORY FOLKERTH, President.: [231, 1148, 448, 1198]
- section-title: LEGALS: [553, 11, 781, 60]
- notice-body: The following person(s) is (are) doing business as: FLIPMODE PHOTOGRAPHY, 169 N MARIPOSA AVE APT 6, LOS ANGELES, CA 90004. Full name of registrant(s) is/are JARED HENSON. This Business is conducted by: AN INDIVIDUAL.: [908, 407, 1125, 446]
- legal-notice: [457, 492, 673, 592]
- notice-body: The following person(s) is (are) doing business as: P & J TRANSPORTATION, 8528 SUNLAND BLVD, SUN VALLEY, CA 91352. Full name of registrant(s) is/are P & J TRANSPORTATION INC. This Business is conducted by: A CORPORATION. This statement was filed with the County Clerk of Los Angeles County on 5/8/19.: [908, 204, 1125, 264]
- legal-notice: [683, 271, 899, 371]
- notice-body: The following person(s) is (are) doing business as: B.G. ACCOUNTING AND TAX SERVICES, 12027 VENTURA BLVD, STE 200, STUDIO CITY, CA 91604. Full name of registrant(s) is/are PACIFIC ACCOUNTING AND TAX SERVICES INC. This Business is conducted by: A CORPORATION. Signed: BRUCE GROSS, President. This statement was filed with the County Clerk of Los Angeles County on 04/29/2019.: [231, 714, 448, 794]
- notice-pub: Publish: ED Mountain Views News May 11, 18, 25 and June 1, 2019: [908, 446, 1125, 466]
- header-divider: [0, 81, 1356, 83]
- notice-body: The following person(s) JACOBSEN HOLDINGS, 750 BEVERLY RD, PICO RIVERA, CA 90660; ROBERTO GODINEZ, has abandoned the use of the fictitious business name: PICO SERVICE CENTER, 9001 BEVERLY RD, PICO RIVERA, CA 90660. Signed: MARIO JACOBSEN, PARTNER.: [231, 618, 448, 668]
- notice-body: The following person(s) is (are) doing business as: AMBBVO COSMETIC, 2966 W OLYMPIC BLVD STE C, LOS ANGELES, CA 90006. Full name of registrant(s) is/are AMBBVO INC. This Business is conducted by: A CORPORATION. Signed: Andrew Cooperstein, President. This statement was filed with the County Clerk of Los Angeles County on 5/6/19.: [682, 290, 900, 350]
- notice-pub: Publish: ED Mountain Views News May 11, 18, 25 and June 1, 2019: [456, 1052, 673, 1072]
- notice-title: FICTITIOUS BUSINESS NAME STATEMENT File No. 2019121729: [1134, 478, 1350, 498]
- legal-notice: [1134, 89, 1350, 109]
